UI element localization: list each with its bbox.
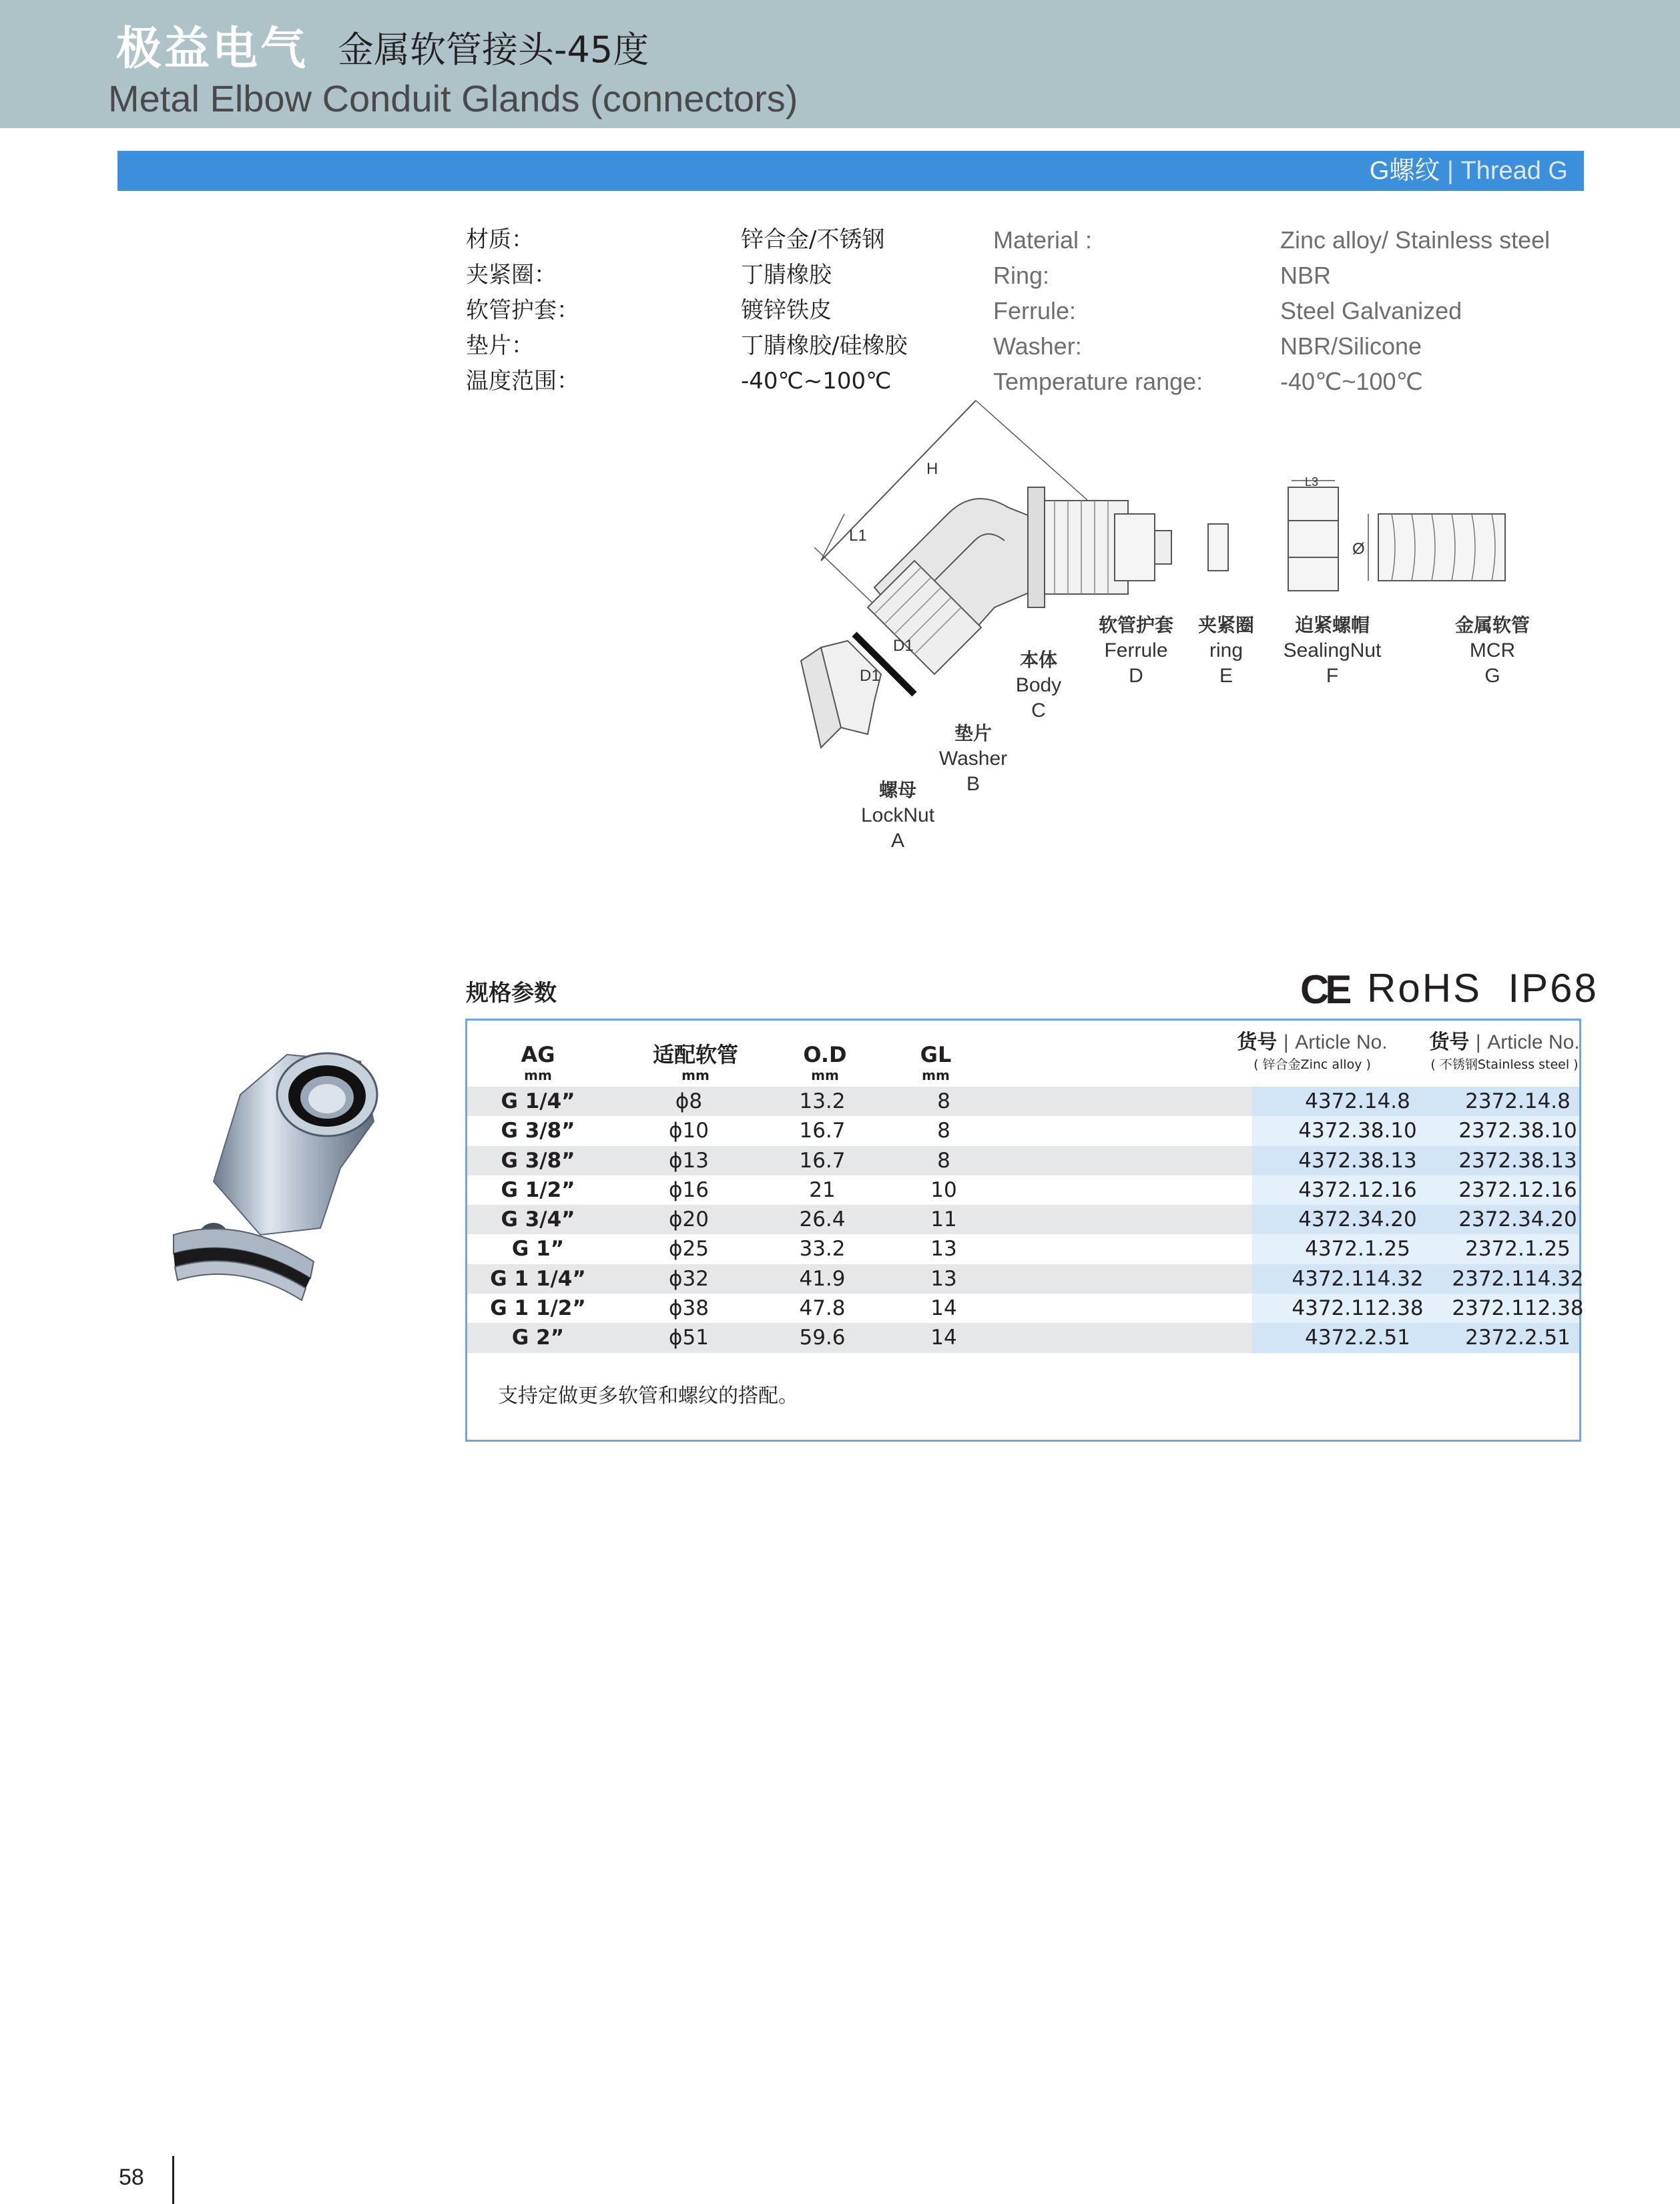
cell-gl: 11 [930, 1207, 957, 1232]
cell-zinc-article: 4372.12.16 [1298, 1177, 1417, 1202]
part-locknut-label [861, 778, 934, 854]
cell-od: 16.7 [799, 1119, 846, 1143]
cell-ag: G 1 1/2” [490, 1296, 586, 1321]
ferrule-cn-label: 软管护套： [466, 297, 579, 324]
part-ferrule-label [1099, 613, 1173, 689]
part-a-en: LockNut [860, 804, 935, 826]
part-f-en: SealingNut [1283, 639, 1382, 661]
header-gl-unit: mm [922, 1067, 950, 1083]
cell-od: 16.7 [799, 1148, 846, 1173]
table-row [467, 1175, 1579, 1205]
dim-label-d1-nut: D1 [860, 667, 880, 685]
cell-ag: G 3/8” [501, 1119, 575, 1143]
material-cn-label: 材质： [466, 226, 534, 253]
header-hose-unit: mm [681, 1067, 710, 1083]
part-c-en: Body [1015, 674, 1062, 696]
header-art1-sub: ( 锌合金Zinc alloy ) [1253, 1057, 1371, 1072]
part-a-cn: 螺母 [878, 779, 916, 801]
cell-ag: G 3/4” [501, 1207, 575, 1232]
cell-hose: ϕ10 [669, 1119, 709, 1143]
cell-od: 59.6 [799, 1326, 846, 1350]
temperature-en-label: Temperature range: [993, 368, 1203, 395]
cell-gl: 8 [937, 1148, 950, 1173]
brand-name: 极益电气 [116, 23, 309, 75]
header-gl-label: GL [920, 1042, 952, 1067]
dim-label-l1: L1 [849, 527, 867, 545]
header-ag-label: AG [521, 1042, 555, 1067]
part-e-cn: 夹紧圈 [1197, 614, 1255, 636]
cell-zinc-article: 4372.34.20 [1298, 1207, 1417, 1232]
cell-steel-article: 2372.1.25 [1465, 1237, 1571, 1262]
washer-en-label: Washer: [993, 332, 1082, 360]
cell-steel-article: 2372.34.20 [1458, 1207, 1577, 1232]
thread-label-separator: | [1447, 157, 1454, 185]
dim-label-diameter: Ø [1352, 540, 1365, 558]
ring-en-label: Ring: [993, 262, 1050, 289]
part-g-code: G [1484, 665, 1500, 687]
cell-ag: G 1/2” [501, 1177, 575, 1202]
cell-ag: G 1 1/4” [490, 1266, 586, 1291]
rohs-mark: RoHS [1367, 966, 1482, 1011]
cell-hose: ϕ25 [669, 1237, 709, 1262]
cell-zinc-article: 4372.38.13 [1298, 1148, 1417, 1173]
cell-zinc-article: 4372.14.8 [1305, 1089, 1410, 1113]
ferrule-cn-value: 镀锌铁皮 [741, 297, 832, 324]
cell-ag: G 1” [511, 1237, 565, 1262]
part-e-en: ring [1209, 639, 1243, 661]
elbow-connector-image [160, 1015, 400, 1308]
cell-gl: 13 [930, 1237, 957, 1262]
cell-od: 41.9 [799, 1266, 846, 1291]
cell-steel-article: 2372.114.32 [1452, 1266, 1584, 1291]
part-g-en: MCR [1469, 639, 1516, 661]
header-art2-en: Article No. [1487, 1031, 1580, 1053]
part-g-cn: 金属软管 [1454, 614, 1530, 636]
header-ag [521, 1041, 555, 1083]
part-c-code: C [1031, 700, 1046, 722]
header-art1-sep: | [1283, 1031, 1289, 1053]
cell-gl: 14 [930, 1326, 957, 1350]
temperature-cn-label: 温度范围： [466, 368, 579, 394]
cell-zinc-article: 4372.38.10 [1298, 1119, 1417, 1143]
cell-steel-article: 2372.112.38 [1452, 1296, 1584, 1321]
header-ag-unit: mm [524, 1067, 552, 1083]
cell-hose: ϕ20 [669, 1207, 709, 1232]
header-art1-en: Article No. [1295, 1031, 1388, 1053]
cell-od: 21 [809, 1177, 836, 1202]
cell-gl: 8 [937, 1089, 950, 1113]
material-en-label: Material : [993, 226, 1093, 254]
part-d-cn: 软管护套 [1098, 614, 1174, 636]
cell-hose: ϕ38 [669, 1296, 709, 1321]
part-body-label [1016, 647, 1061, 724]
ferrule-en-label: Ferrule: [993, 297, 1077, 324]
cell-zinc-article: 4372.1.25 [1305, 1237, 1410, 1262]
table-row [467, 1294, 1584, 1323]
header-hose-label: 适配软管 [652, 1042, 739, 1067]
cell-hose: ϕ8 [675, 1089, 703, 1113]
ip-rating: IP68 [1508, 966, 1599, 1011]
cell-hose: ϕ16 [669, 1177, 709, 1202]
cell-od: 26.4 [799, 1207, 846, 1232]
part-b-code: B [966, 773, 980, 795]
page-number: 58 [119, 2165, 144, 2190]
cell-ag: G 3/8” [501, 1148, 575, 1173]
washer-en-value: NBR/Silicone [1280, 332, 1422, 360]
ring-en-value: NBR [1280, 262, 1332, 289]
cell-hose: ϕ51 [669, 1326, 709, 1350]
page-title-cn: 金属软管接头-45度 [338, 29, 649, 71]
cell-steel-article: 2372.12.16 [1458, 1177, 1577, 1202]
header-art2-sub: ( 不锈钢Stainless steel ) [1430, 1057, 1579, 1072]
cell-steel-article: 2372.14.8 [1465, 1089, 1571, 1113]
cell-ag: G 1/4” [501, 1089, 575, 1113]
temperature-en-value: -40℃~100℃ [1280, 368, 1423, 395]
header-article-steel [1429, 1029, 1579, 1073]
ring-cn-value: 丁腈橡胶 [741, 262, 832, 288]
part-a-code: A [890, 830, 904, 852]
cell-zinc-article: 4372.112.38 [1292, 1296, 1424, 1321]
page-title-en: Metal Elbow Conduit Glands (connectors) [108, 77, 798, 119]
dim-label-d1-body: D1 [893, 637, 914, 655]
material-cn-value: 锌合金/不锈钢 [741, 226, 885, 253]
part-f-cn: 迫紧螺帽 [1294, 614, 1370, 636]
washer-cn-label: 垫片： [466, 332, 534, 359]
cell-gl: 13 [930, 1266, 957, 1291]
part-d-code: D [1129, 665, 1143, 687]
part-d-en: Ferrule [1104, 639, 1168, 661]
thread-label [1370, 155, 1568, 187]
cell-zinc-article: 4372.2.51 [1305, 1326, 1410, 1350]
materials-en-values [1280, 222, 1550, 399]
page-number-divider [172, 2156, 174, 2204]
cell-steel-article: 2372.38.10 [1458, 1119, 1577, 1143]
exploded-diagram [774, 387, 1602, 868]
cell-steel-article: 2372.38.13 [1458, 1148, 1577, 1173]
temperature-cn-value: -40℃~100℃ [741, 368, 892, 394]
table-row [467, 1264, 1584, 1294]
thread-bar [117, 151, 1584, 191]
table-row [467, 1087, 1579, 1116]
cell-od: 13.2 [799, 1089, 846, 1113]
part-b-cn: 垫片 [954, 722, 992, 744]
thread-label-en: Thread G [1460, 157, 1568, 185]
ferrule-en-value: Steel Galvanized [1280, 297, 1462, 324]
header-od-unit: mm [811, 1067, 839, 1083]
cell-gl: 14 [930, 1296, 957, 1321]
cell-ag: G 2” [511, 1326, 565, 1350]
customization-note: 支持定做更多软管和螺纹的搭配。 [498, 1384, 798, 1408]
header-hose [653, 1041, 738, 1083]
table-row [467, 1234, 1579, 1264]
header-art1-cn: 货号 [1237, 1031, 1278, 1054]
ring-cn-label: 夹紧圈： [466, 262, 557, 288]
spec-title: 规格参数 [466, 980, 557, 1007]
part-f-code: F [1326, 665, 1339, 687]
materials-cn-labels [466, 222, 579, 399]
cell-od: 33.2 [799, 1237, 846, 1262]
header-article-zinc [1237, 1029, 1387, 1073]
header-band [0, 0, 1680, 128]
product-photo [160, 1015, 400, 1308]
thread-label-cn: G螺纹 [1369, 157, 1440, 185]
part-b-en: Washer [938, 748, 1008, 770]
part-c-cn: 本体 [1019, 649, 1058, 671]
cell-gl: 8 [937, 1119, 950, 1143]
cell-zinc-article: 4372.114.32 [1292, 1266, 1424, 1291]
table-row [467, 1116, 1579, 1145]
header-gl [920, 1041, 952, 1083]
table-row [467, 1205, 1579, 1234]
ce-mark: CE [1300, 967, 1348, 1012]
material-en-value: Zinc alloy/ Stainless steel [1280, 226, 1551, 254]
cell-gl: 10 [930, 1177, 957, 1202]
part-conduit-label [1455, 613, 1530, 689]
header-od [803, 1041, 846, 1083]
rohs-ip-label [1367, 965, 1599, 1011]
header-art2-cn: 货号 [1429, 1031, 1470, 1054]
cell-od: 47.8 [799, 1296, 846, 1321]
dim-label-h: H [926, 460, 938, 478]
table-row [467, 1146, 1579, 1175]
header-art2-sep: | [1475, 1031, 1481, 1053]
part-ring-label [1198, 613, 1254, 689]
cell-steel-article: 2372.2.51 [1465, 1326, 1571, 1350]
washer-cn-value: 丁腈橡胶/硅橡胶 [741, 332, 908, 359]
spec-table-body [467, 1087, 1584, 1353]
cell-hose: ϕ13 [669, 1148, 709, 1173]
part-sealingnut-label [1284, 613, 1382, 689]
part-washer-label [939, 721, 1007, 797]
table-row [467, 1323, 1579, 1352]
materials-cn-values [741, 222, 907, 399]
materials-en-labels [993, 222, 1203, 399]
header-od-label: O.D [803, 1042, 847, 1067]
cell-hose: ϕ32 [669, 1266, 709, 1291]
part-e-code: E [1219, 665, 1233, 687]
dim-label-l3: L3 [1305, 475, 1319, 489]
